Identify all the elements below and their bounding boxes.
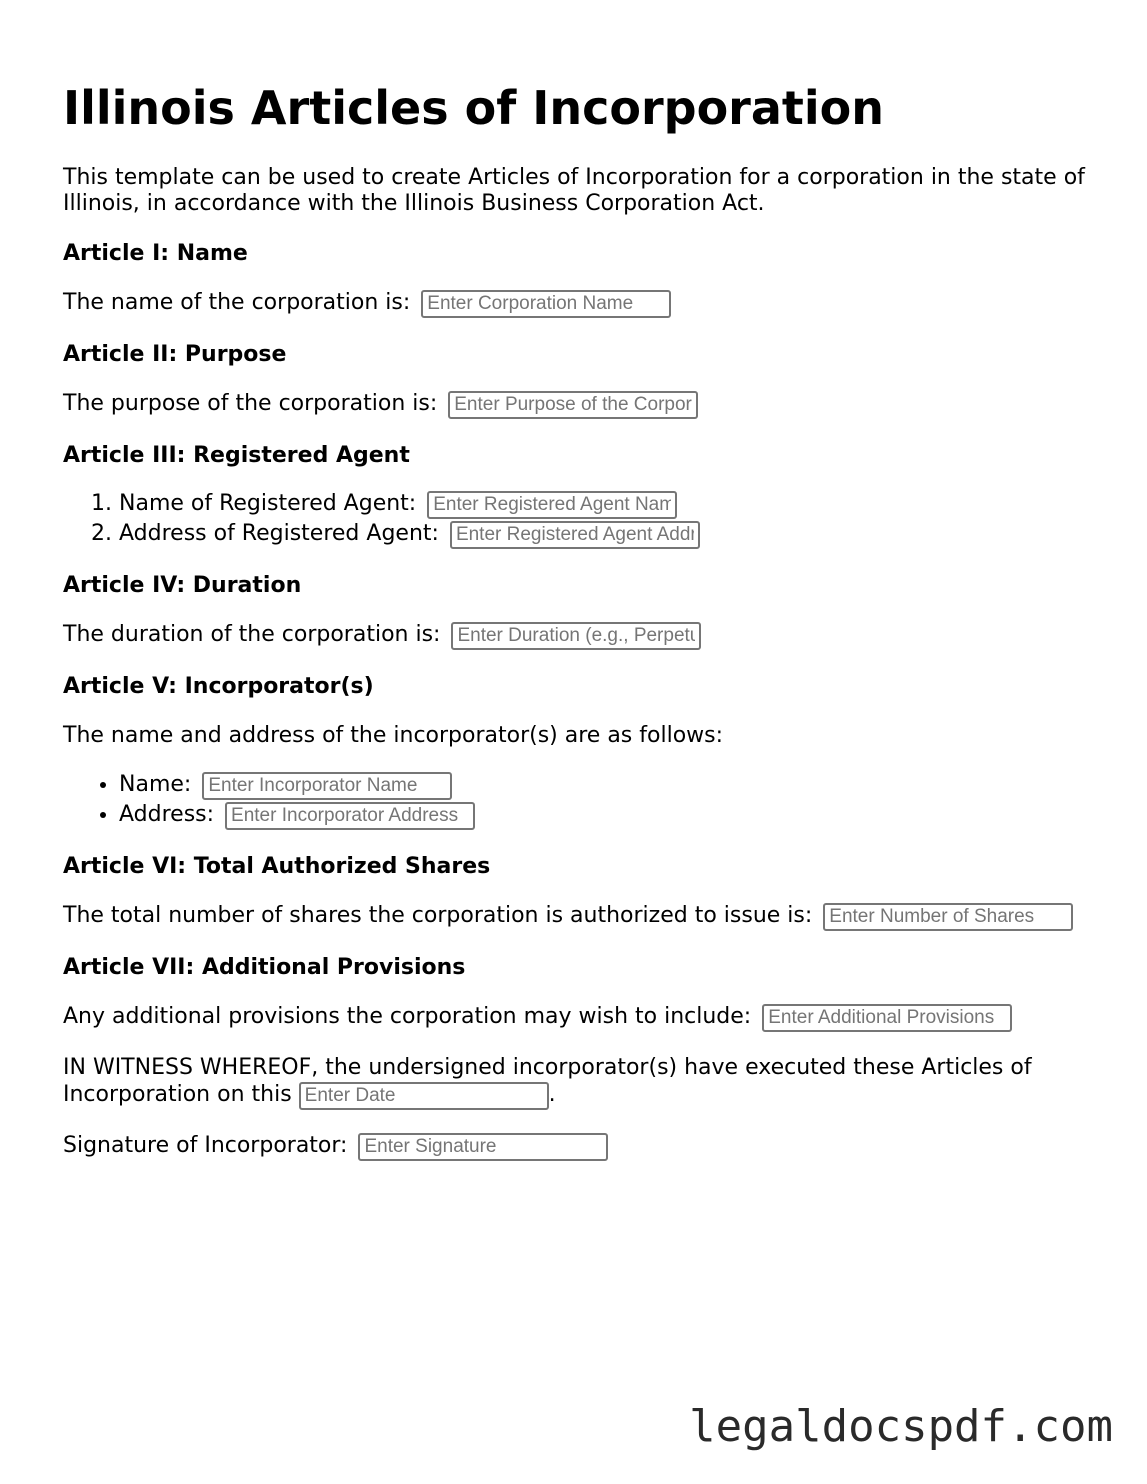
witness-text: IN WITNESS WHEREOF, the undersigned incorporator(s) have executed these Articles of Incorporation on this	[63, 1055, 1032, 1107]
duration-label: The duration of the corporation is:	[63, 622, 441, 647]
witness-period: .	[548, 1082, 556, 1107]
purpose-input[interactable]	[448, 391, 698, 419]
list-item	[119, 489, 1093, 519]
article-6-row	[63, 902, 1093, 931]
signature-input[interactable]	[358, 1133, 608, 1161]
article-7-row	[63, 1003, 1093, 1032]
signature-row	[63, 1132, 1093, 1161]
article-1-row	[63, 289, 1093, 318]
intro-paragraph: This template can be used to create Articles of Incorporation for a corporation in the state of Illinois, in accordance with the Illinois Business Corporation Act.	[63, 165, 1085, 216]
witness-paragraph	[63, 1054, 1093, 1110]
article-2-row	[63, 390, 1093, 419]
article-4-heading: Article IV: Duration	[63, 573, 302, 598]
agent-name-input[interactable]	[427, 491, 677, 519]
corporation-name-input[interactable]	[421, 290, 671, 318]
purpose-label: The purpose of the corporation is:	[63, 391, 438, 416]
agent-address-label: Address of Registered Agent:	[119, 521, 439, 546]
date-input[interactable]	[299, 1082, 549, 1110]
incorporator-name-input[interactable]	[202, 772, 452, 800]
page-title: Illinois Articles of Incorporation	[63, 81, 885, 135]
provisions-label: Any additional provisions the corporation may wish to include:	[63, 1004, 752, 1029]
article-4-row	[63, 621, 1093, 650]
registered-agent-list	[63, 489, 1093, 549]
signature-label: Signature of Incorporator:	[63, 1133, 348, 1158]
shares-input[interactable]	[823, 903, 1073, 931]
incorporator-address-label: Address:	[119, 802, 215, 827]
incorporator-name-label: Name:	[119, 772, 192, 797]
list-item	[119, 800, 1093, 830]
article-2-heading: Article II: Purpose	[63, 342, 287, 367]
article-5-heading: Article V: Incorporator(s)	[63, 674, 374, 699]
watermark-text: legaldocspdf.com	[689, 1401, 1113, 1452]
agent-address-input[interactable]	[450, 521, 700, 549]
agent-name-label: Name of Registered Agent:	[119, 491, 417, 516]
corporation-name-label: The name of the corporation is:	[63, 290, 411, 315]
article-6-heading: Article VI: Total Authorized Shares	[63, 854, 491, 879]
list-item	[119, 770, 1093, 800]
incorporator-list	[63, 770, 1093, 830]
document-page	[63, 0, 1093, 1161]
article-1-heading: Article I: Name	[63, 241, 248, 266]
list-item	[119, 519, 1093, 549]
incorporator-intro: The name and address of the incorporator(s) are as follows:	[63, 723, 724, 748]
incorporator-address-input[interactable]	[225, 802, 475, 830]
article-7-heading: Article VII: Additional Provisions	[63, 955, 466, 980]
shares-label: The total number of shares the corporation is authorized to issue is:	[63, 903, 813, 928]
duration-input[interactable]	[451, 622, 701, 650]
article-3-heading: Article III: Registered Agent	[63, 443, 410, 468]
provisions-input[interactable]	[762, 1004, 1012, 1032]
